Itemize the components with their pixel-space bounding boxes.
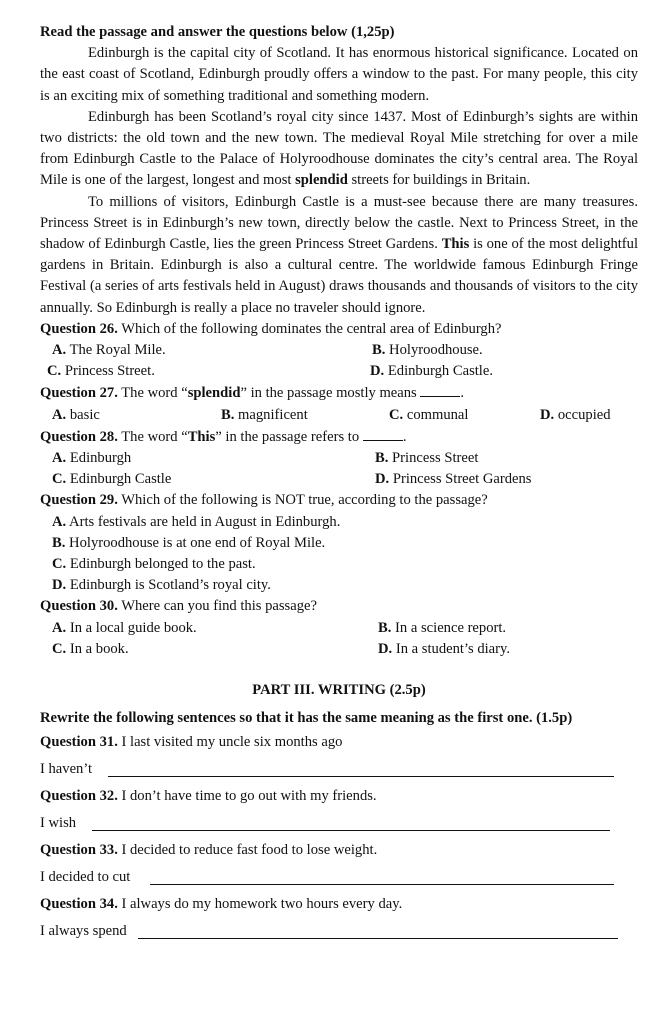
question-29-option-d-row bbox=[40, 575, 638, 596]
answer-blank bbox=[420, 382, 460, 397]
question-30-options-row-2 bbox=[40, 639, 638, 660]
question-28-options-row-2 bbox=[40, 469, 638, 490]
option-d[interactable]: D. Edinburgh Castle. bbox=[370, 363, 493, 380]
worksheet bbox=[40, 22, 638, 945]
option-a[interactable]: A. The Royal Mile. bbox=[52, 342, 166, 359]
question-34-answer: I always spend bbox=[40, 918, 638, 945]
answer-line[interactable] bbox=[138, 938, 618, 939]
answer-line[interactable] bbox=[150, 884, 614, 885]
part-title: PART III. WRITING (2.5p) bbox=[252, 681, 426, 698]
question-31-answer: I haven’t bbox=[40, 756, 638, 783]
option-d[interactable]: D. occupied bbox=[540, 406, 611, 423]
option-b[interactable]: B. Princess Street bbox=[375, 450, 479, 467]
question-28: Question 28. The word “This” in the passage refers to . bbox=[40, 426, 638, 448]
question-29-option-a-row bbox=[40, 512, 638, 533]
question-32: Question 32. I don’t have time to go out with my friends. bbox=[40, 788, 377, 805]
question-30: Question 30. Where can you find this passage? bbox=[40, 598, 317, 615]
question-26-options-row-2 bbox=[40, 361, 638, 382]
option-b[interactable]: B. Holyroodhouse is at one end of Royal Mile. bbox=[52, 534, 326, 551]
answer-blank bbox=[363, 426, 403, 441]
writing-instruction: Rewrite the following sentences so that it has the same meaning as the first one. (1.5p) bbox=[40, 710, 573, 727]
option-b[interactable]: B. magnificent bbox=[221, 406, 308, 423]
option-c[interactable]: C. In a book. bbox=[52, 640, 129, 657]
option-c[interactable]: C. Edinburgh Castle bbox=[52, 471, 172, 488]
question-31: Question 31. I last visited my uncle six months ago bbox=[40, 734, 343, 751]
question-26: Question 26. Which of the following dominates the central area of Edinburgh? bbox=[40, 320, 502, 337]
option-d[interactable]: D. In a student’s diary. bbox=[378, 640, 511, 657]
option-b[interactable]: B. In a science report. bbox=[378, 619, 507, 636]
option-d[interactable]: D. Princess Street Gardens bbox=[375, 471, 532, 488]
option-a[interactable]: A. basic bbox=[52, 406, 100, 423]
option-c[interactable]: C. Princess Street. bbox=[47, 363, 155, 380]
question-29: Question 29. Which of the following is NOT true, according to the passage? bbox=[40, 492, 488, 509]
question-27: Question 27. The word “splendid” in the passage mostly means . bbox=[40, 382, 638, 404]
option-a[interactable]: A. Edinburgh bbox=[52, 450, 132, 467]
option-a[interactable]: A. Arts festivals are held in August in Edinburgh. bbox=[52, 513, 341, 530]
question-28-options-row-1 bbox=[40, 448, 638, 469]
passage-paragraph-1: Edinburgh is the capital city of Scotland. It has enormous historical significance. Located on the east coast of Scotland, Edinburgh proudly offers a window to the past. For many people, this city is an exciting mix of something traditional and something modern. bbox=[40, 45, 638, 104]
question-34: Question 34. I always do my homework two hours every day. bbox=[40, 896, 403, 913]
question-30-options-row-1 bbox=[40, 618, 638, 639]
question-33-answer: I decided to cut bbox=[40, 864, 638, 891]
passage-paragraph-3: To millions of visitors, Edinburgh Castle is a must-see because there are many treasures. Princess Street is in Edinburgh’s new town, directly below the castle. Next to Princess Street, in the shadow of Edinburgh Castle, lies the green Princess Street Gardens. This is one of the most delightful gardens in Britain. Edinburgh is also a cultural centre. The worldwide famous Edinburgh Fringe Festival (a series of arts festivals held in August) draws thousands and thousands of visitors to the city annually. So Edinburgh is really a place no traveler should ignore. bbox=[40, 193, 639, 316]
question-33: Question 33. I decided to reduce fast food to lose weight. bbox=[40, 842, 378, 859]
passage-paragraph-2: Edinburgh has been Scotland’s royal city since 1437. Most of Edinburgh’s sights are within two districts: the old town and the new town. The medieval Royal Mile stretching for over a mile from Edinburgh Castle to the Palace of Holyroodhouse dominates the city’s central area. The Royal Mile is one of the largest, longest and most splendid streets for buildings in Britain. bbox=[40, 108, 638, 189]
answer-line[interactable] bbox=[92, 830, 610, 831]
question-27-options bbox=[40, 405, 638, 426]
option-b[interactable]: B. Holyroodhouse. bbox=[372, 342, 483, 359]
option-c[interactable]: C. communal bbox=[389, 406, 469, 423]
option-d[interactable]: D. Edinburgh is Scotland’s royal city. bbox=[52, 577, 271, 594]
answer-line[interactable] bbox=[108, 776, 614, 777]
reading-instruction: Read the passage and answer the questions below (1,25p) bbox=[40, 24, 395, 40]
question-32-answer: I wish bbox=[40, 810, 638, 837]
option-a[interactable]: A. In a local guide book. bbox=[52, 619, 197, 636]
option-c[interactable]: C. Edinburgh belonged to the past. bbox=[52, 555, 256, 572]
question-29-option-b-row bbox=[40, 533, 638, 554]
question-26-options-row-1 bbox=[40, 340, 638, 361]
question-29-option-c-row bbox=[40, 554, 638, 575]
